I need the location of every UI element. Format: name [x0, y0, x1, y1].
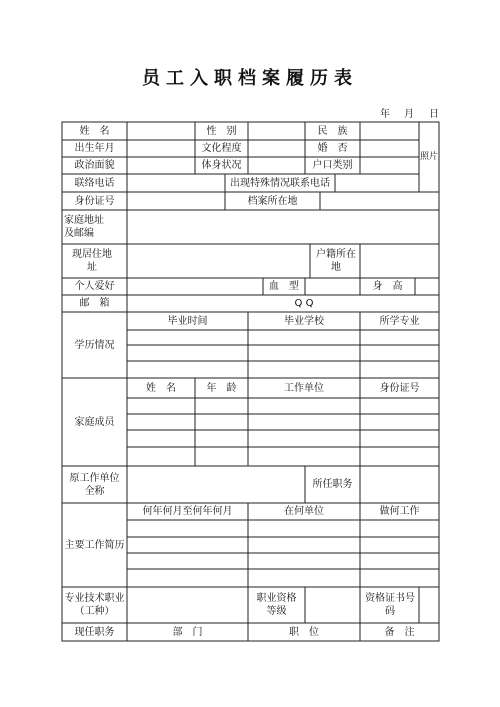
label-education: 文化程度 [201, 143, 242, 154]
label-hobby: 个人爱好 [74, 281, 115, 292]
date-day-label: 日 [429, 109, 439, 120]
label-current-post: 现任职务 [74, 626, 115, 638]
label-gender: 性 别 [206, 125, 237, 137]
label-family-section: 家庭成员 [74, 416, 115, 428]
header-work-unit: 在何单位 [284, 506, 324, 517]
label-current-residence: 现居住地址 [72, 249, 112, 273]
header-grad-school: 毕业学校 [284, 315, 324, 327]
header-major: 所学专业 [379, 315, 420, 327]
label-blood: 血 型 [269, 281, 299, 292]
header-remark: 备 注 [384, 626, 415, 638]
header-family-name: 姓 名 [146, 382, 176, 394]
label-ethnicity: 民 族 [317, 125, 348, 137]
label-name: 姓 名 [79, 125, 110, 137]
label-qual-level: 职业资格等级 [256, 593, 297, 617]
label-photo: 照片 [419, 151, 438, 162]
label-prev-position: 所任职务 [312, 479, 353, 490]
label-postcode: 邮 箱 [79, 298, 110, 309]
label-education-section: 学历情况 [74, 339, 115, 351]
label-prev-employer: 原工作单位全称 [69, 472, 120, 497]
label-qq: Q Q [294, 298, 314, 309]
label-hukou-location: 户籍所在地 [316, 249, 356, 273]
page-title: 员工入职档案履历表 [142, 68, 358, 89]
label-emergency-phone: 出现特殊情况联系电话 [230, 177, 330, 189]
header-dept: 部 门 [172, 626, 203, 638]
label-health: 体身状况 [201, 160, 242, 171]
label-file-location: 档案所在地 [247, 195, 298, 207]
label-tech-title: 专业技术职业（工种） [64, 593, 125, 617]
label-id-card: 身份证号 [74, 195, 115, 207]
header-grad-time: 毕业时间 [167, 315, 208, 327]
label-phone: 联络电话 [74, 177, 115, 189]
date-year-label: 年 [380, 109, 390, 120]
header-period: 何年何月至何年何月 [142, 506, 233, 517]
date-month-label: 月 [404, 109, 414, 120]
label-political: 政治面貌 [74, 160, 115, 171]
label-marital: 婚 否 [317, 143, 348, 154]
label-height: 身 高 [372, 281, 403, 292]
label-hukou-type: 户口类别 [312, 160, 353, 171]
header-family-employer: 工作单位 [284, 382, 324, 394]
label-birth: 出生年月 [74, 143, 115, 154]
label-work-section: 主要工作简历 [64, 539, 125, 551]
header-work-role: 做何工作 [379, 506, 420, 517]
header-family-age: 年 龄 [206, 382, 237, 394]
header-post: 职 位 [289, 626, 319, 638]
label-home-address: 家庭地址及邮编 [64, 215, 104, 239]
label-cert-no: 资格证书号码 [365, 593, 415, 617]
header-family-id: 身份证号 [379, 382, 420, 394]
